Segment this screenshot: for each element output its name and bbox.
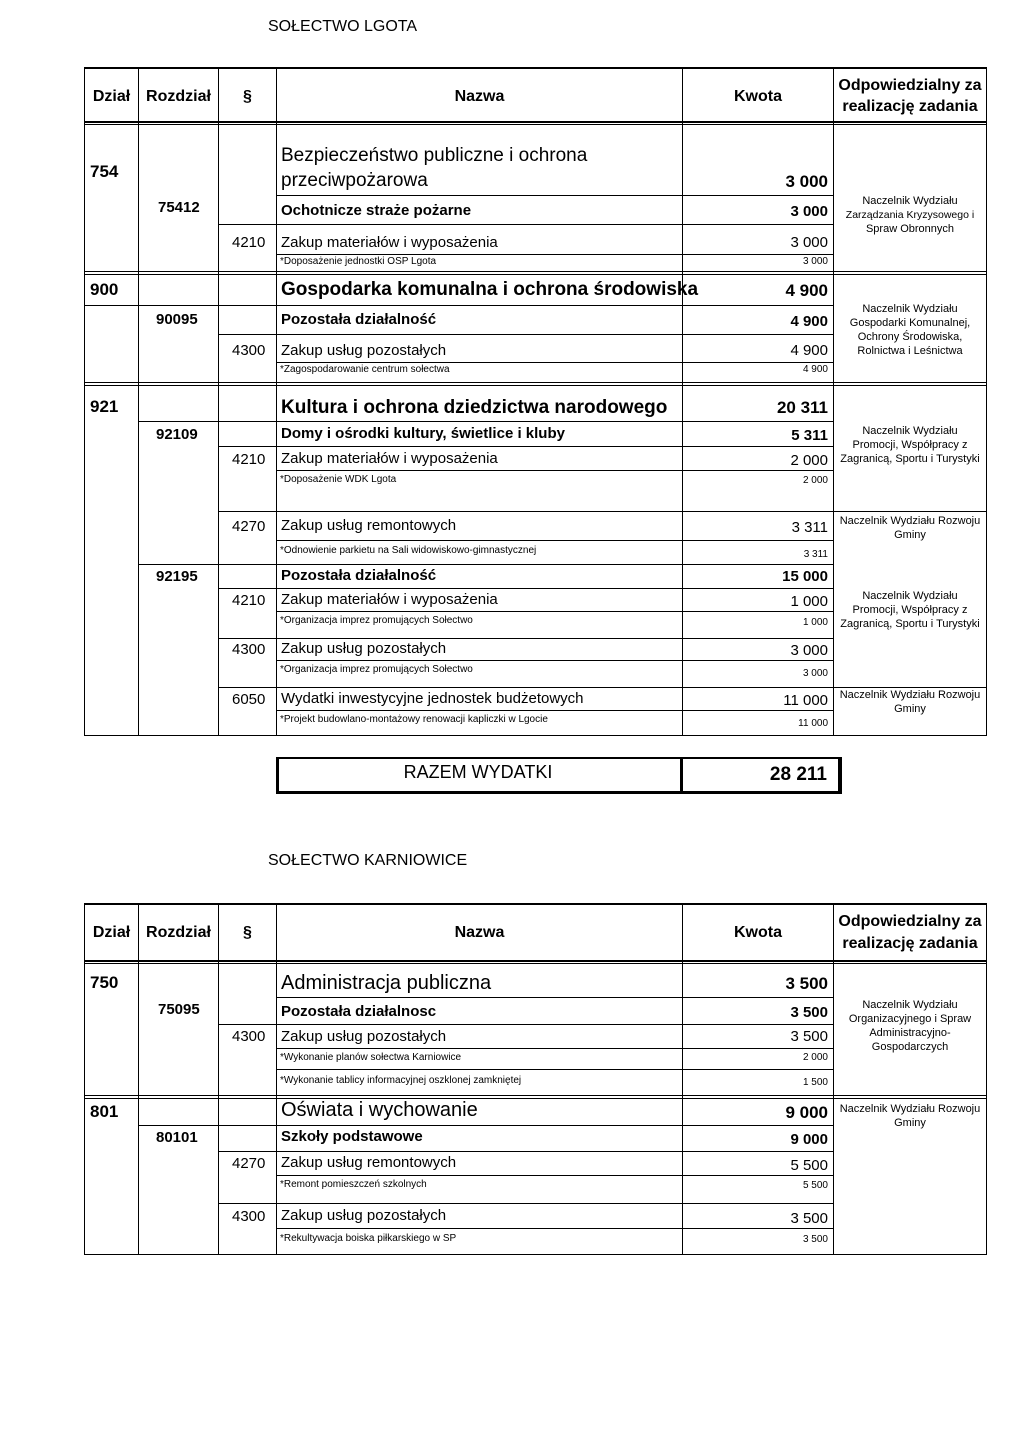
paragraf-801-4300-amount: 3 500 xyxy=(790,1210,828,1227)
task-921d-name: *Organizacja imprez promujących Sołectwo xyxy=(280,664,473,675)
rozdzial-75095-number: 75095 xyxy=(158,1001,200,1018)
task-801b-name: *Rekultywacja boiska piłkarskiego w SP xyxy=(280,1233,457,1244)
dzial-900-amount: 4 900 xyxy=(785,281,828,300)
responsible-750: Naczelnik Wydziału Organizacyjnego i Spraw Administracyjno- Gospodarczych xyxy=(848,999,972,1053)
dzial-754-name-line2: przeciwpożarowa xyxy=(281,170,428,191)
paragraf-921-6050-amount: 11 000 xyxy=(783,692,828,709)
dzial-921-number: 921 xyxy=(90,397,119,416)
dzial-750-name: Administracja publiczna xyxy=(281,972,492,994)
rozdzial-92195-number: 92195 xyxy=(156,568,198,585)
task-754-name: *Doposażenie jednostki OSP Lgota xyxy=(280,256,437,267)
section-title-lgota: SOŁECTWO LGOTA xyxy=(268,18,418,35)
dzial-801-number: 801 xyxy=(90,1102,119,1121)
header-odp-2-line2: realizację zadania xyxy=(842,935,978,952)
task-750b-name: *Wykonanie tablicy informacyjnej oszklonej zamkniętej xyxy=(280,1075,522,1086)
responsible-921d: Naczelnik Wydziału Rozwoju Gminy xyxy=(839,689,981,715)
responsible-754: Naczelnik Wydziału Zarządzania Kryzysowego i Spraw Obronnych xyxy=(845,195,975,235)
paragraf-900-4300-amount: 4 900 xyxy=(790,342,828,359)
header-odp-line2: realizację zadania xyxy=(842,98,978,115)
header-odp-line1: Odpowiedzialny za xyxy=(838,77,982,94)
paragraf-750-4300-number: 4300 xyxy=(232,1028,266,1045)
paragraf-921-4300-amount: 3 000 xyxy=(790,642,828,659)
dzial-750-amount: 3 500 xyxy=(785,974,828,993)
rozdzial-92195-amount: 15 000 xyxy=(782,568,828,585)
dzial-754-amount: 3 000 xyxy=(785,172,828,191)
task-900-name: *Zagospodarowanie centrum sołectwa xyxy=(280,364,450,375)
paragraf-921-4210b-amount: 1 000 xyxy=(790,593,828,610)
dzial-750-number: 750 xyxy=(90,973,119,992)
task-921e-name: *Projekt budowlano-montażowy renowacji kapliczki w Lgocie xyxy=(280,714,548,725)
paragraf-750-4300-amount: 3 500 xyxy=(790,1028,828,1045)
rozdzial-92195-name: Pozostała działalność xyxy=(281,567,437,584)
dzial-900-name: Gospodarka komunalna i ochrona środowiska xyxy=(281,279,699,300)
rozdzial-75412-amount: 3 000 xyxy=(790,203,828,220)
paragraf-921-4300-name: Zakup usług pozostałych xyxy=(281,640,447,657)
rozdzial-80101-name: Szkoły podstawowe xyxy=(281,1128,423,1145)
dzial-754-number: 754 xyxy=(90,162,119,181)
responsible-921b: Naczelnik Wydziału Rozwoju Gminy xyxy=(839,515,981,541)
dzial-900-number: 900 xyxy=(90,280,119,299)
responsible-921c: Naczelnik Wydziału Promocji, Współpracy z Zagranicą, Sportu i Turystyki xyxy=(840,590,980,630)
task-921d-amount: 3 000 xyxy=(802,668,828,679)
rozdzial-90095-number: 90095 xyxy=(156,311,198,328)
task-921c-amount: 1 000 xyxy=(802,617,828,628)
paragraf-801-4300-name: Zakup usług pozostałych xyxy=(281,1207,447,1224)
dzial-801-amount: 9 000 xyxy=(785,1103,828,1122)
dzial-801-name: Oświata i wychowanie xyxy=(281,1099,478,1121)
header-kwota: Kwota xyxy=(734,88,782,105)
header-nazwa: Nazwa xyxy=(454,88,505,105)
responsible-921a: Naczelnik Wydziału Promocji, Współpracy z Zagranicą, Sportu i Turystyki xyxy=(840,425,980,465)
task-750a-amount: 2 000 xyxy=(802,1052,828,1063)
responsible-900: Naczelnik Wydziału Gospodarki Komunalnej, Ochrony Środowiska, Rolnictwa i Leśnictwa xyxy=(849,303,971,357)
header-kwota-2: Kwota xyxy=(734,924,782,941)
rozdzial-90095-name: Pozostała działalność xyxy=(281,311,437,328)
paragraf-921-4270-amount: 3 311 xyxy=(791,519,828,536)
task-921b-amount: 3 311 xyxy=(803,549,828,560)
task-801b-amount: 3 500 xyxy=(802,1234,828,1245)
task-921b-name: *Odnowienie parkietu na Sali widowiskowo-gimnastycznej xyxy=(280,545,537,556)
task-921a-amount: 2 000 xyxy=(802,475,828,486)
task-750a-name: *Wykonanie planów sołectwa Karniowice xyxy=(280,1052,462,1063)
paragraf-921-6050-name: Wydatki inwestycyjne jednostek budżetowych xyxy=(281,690,584,707)
rozdzial-92109-name: Domy i ośrodki kultury, świetlice i kluby xyxy=(281,425,565,442)
paragraf-921-4210a-number: 4210 xyxy=(232,451,266,468)
task-801a-name: *Remont pomieszczeń szkolnych xyxy=(280,1179,427,1190)
paragraf-921-4210a-name: Zakup materiałów i wyposażenia xyxy=(281,450,498,467)
rozdzial-90095-amount: 4 900 xyxy=(790,313,828,330)
paragraf-750-4300-name: Zakup usług pozostałych xyxy=(281,1028,447,1045)
paragraf-921-4210b-name: Zakup materiałów i wyposażenia xyxy=(281,591,498,608)
paragraf-921-4300-number: 4300 xyxy=(232,641,266,658)
dzial-921-name: Kultura i ochrona dziedzictwa narodowego xyxy=(281,397,668,418)
paragraf-754-4210-number: 4210 xyxy=(232,234,266,251)
total-amount: 28 211 xyxy=(769,764,827,785)
task-750b-amount: 1 500 xyxy=(802,1077,828,1088)
dzial-921-amount: 20 311 xyxy=(776,398,828,417)
task-754-amount: 3 000 xyxy=(802,256,828,267)
paragraf-900-4300-number: 4300 xyxy=(232,342,266,359)
paragraf-921-4270-name: Zakup usług remontowych xyxy=(281,517,457,534)
paragraf-900-4300-name: Zakup usług pozostałych xyxy=(281,342,447,359)
paragraf-801-4270-amount: 5 500 xyxy=(790,1157,828,1174)
rozdzial-80101-number: 80101 xyxy=(156,1129,198,1146)
header-dzial-2: Dział xyxy=(92,924,131,941)
paragraf-801-4270-number: 4270 xyxy=(232,1155,266,1172)
rozdzial-75095-amount: 3 500 xyxy=(790,1004,828,1021)
header-paragraf-2: § xyxy=(243,924,252,941)
task-921a-name: *Doposażenie WDK Lgota xyxy=(280,474,397,485)
paragraf-921-4210b-number: 4210 xyxy=(232,592,266,609)
rozdzial-75095-name: Pozostała działalnosc xyxy=(281,1003,437,1020)
header-dzial: Dział xyxy=(92,88,131,105)
total-label: RAZEM WYDATKI xyxy=(403,762,553,782)
dzial-754-name-line1: Bezpieczeństwo publiczne i ochrona xyxy=(281,145,588,166)
paragraf-754-4210-name: Zakup materiałów i wyposażenia xyxy=(281,234,498,251)
section-title-karniowice: SOŁECTWO KARNIOWICE xyxy=(268,852,468,869)
paragraf-801-4300-number: 4300 xyxy=(232,1208,266,1225)
paragraf-921-4270-number: 4270 xyxy=(232,518,266,535)
header-nazwa-2: Nazwa xyxy=(454,924,505,941)
rozdzial-75412-number: 75412 xyxy=(158,199,200,216)
paragraf-801-4270-name: Zakup usług remontowych xyxy=(281,1154,457,1171)
header-paragraf: § xyxy=(243,88,252,105)
rozdzial-80101-amount: 9 000 xyxy=(790,1131,828,1148)
header-odp-2-line1: Odpowiedzialny za xyxy=(838,913,982,930)
paragraf-921-4210a-amount: 2 000 xyxy=(790,452,828,469)
paragraf-921-6050-number: 6050 xyxy=(232,691,266,708)
rozdzial-75412-name: Ochotnicze straże pożarne xyxy=(281,202,472,219)
header-rozdzial: Rozdział xyxy=(146,88,211,105)
task-921c-name: *Organizacja imprez promujących Sołectwo xyxy=(280,615,473,626)
task-801a-amount: 5 500 xyxy=(802,1180,828,1191)
task-900-amount: 4 900 xyxy=(802,364,828,375)
responsible-801: Naczelnik Wydziału Rozwoju Gminy xyxy=(839,1103,981,1129)
rozdzial-92109-amount: 5 311 xyxy=(791,427,828,444)
paragraf-754-4210-amount: 3 000 xyxy=(790,234,828,251)
header-rozdzial-2: Rozdział xyxy=(146,924,211,941)
task-921e-amount: 11 000 xyxy=(798,718,828,729)
rozdzial-92109-number: 92109 xyxy=(156,426,198,443)
